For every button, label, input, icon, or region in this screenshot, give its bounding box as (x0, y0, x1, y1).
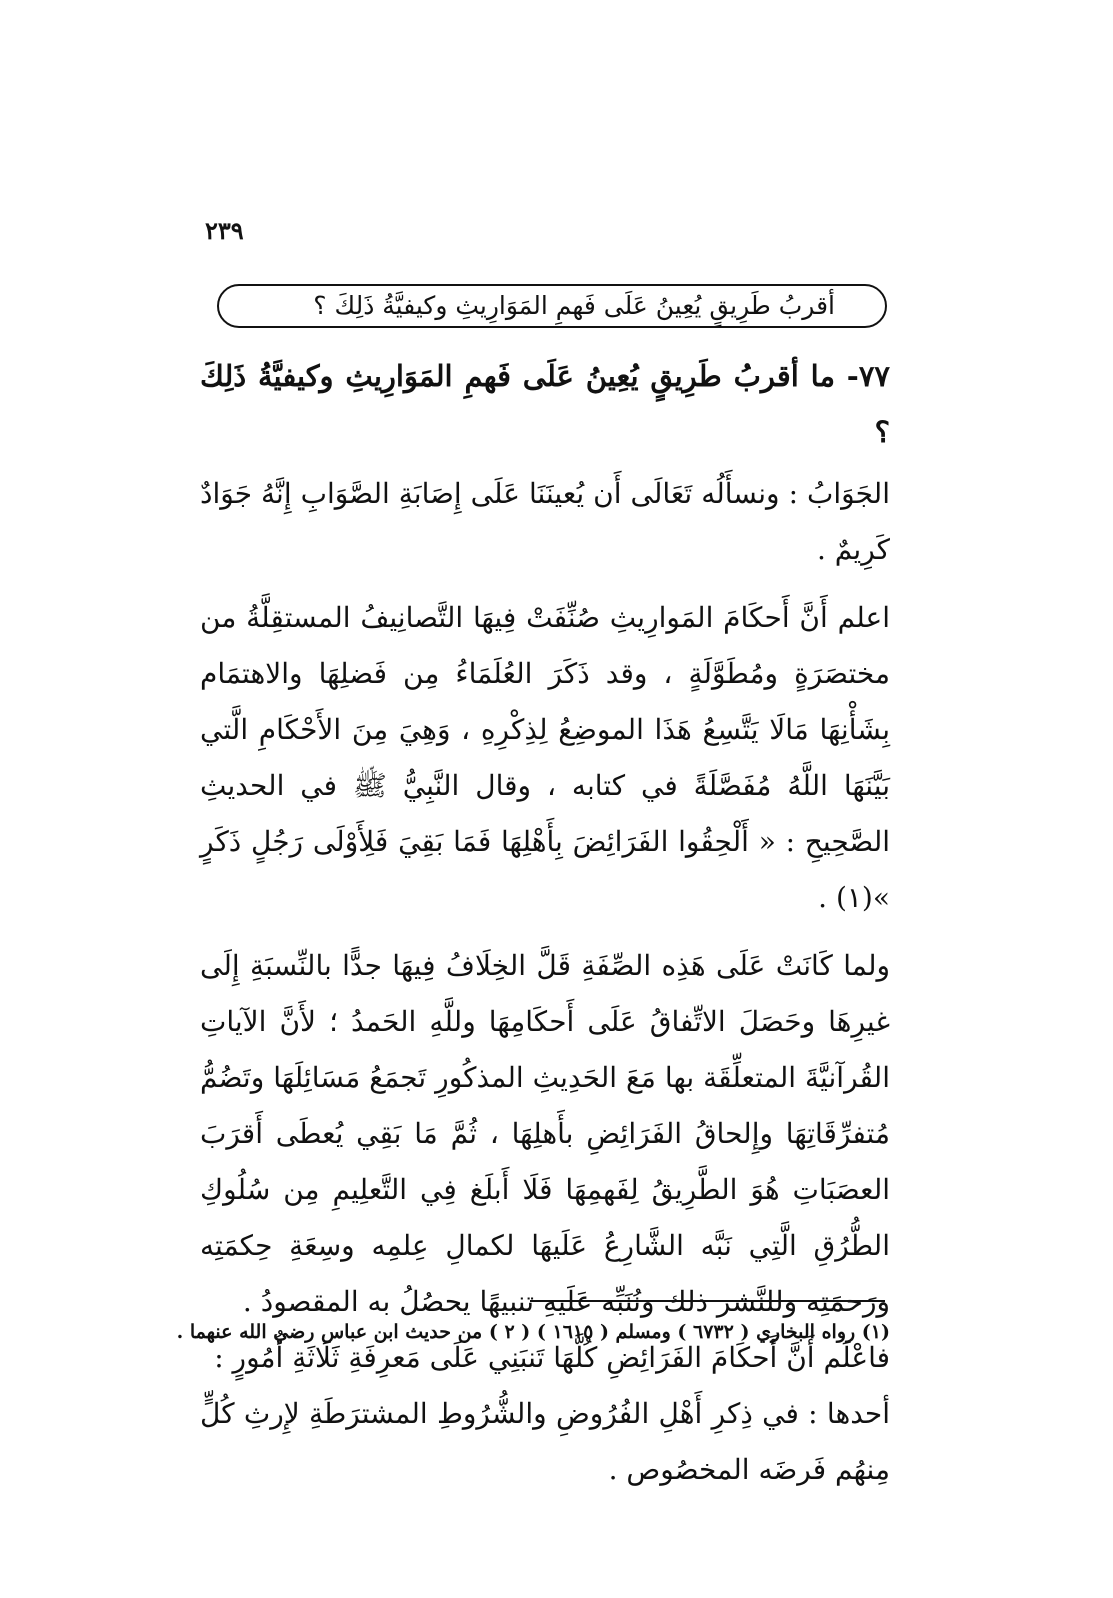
section-heading-box: أقربُ طَرِيقٍ يُعِينُ عَلَى فَهمِ المَوَارِيثِ وكيفيَّةُ ذَلِكَ ؟ (217, 284, 887, 328)
paragraph-1 (200, 590, 890, 926)
footnote: (١) رواه البخاري ( ٦٧٣٢ ) ومسلم ( ١٦١٥ ) ( ٢ ) من حديث ابن عباس رضي الله عنهما . (176, 1321, 890, 1343)
answer-intro: الجَوَابُ : ونسأَلُه تَعَالَى أَن يُعينَنَا عَلَى إِصَابَةِ الصَّوَابِ إِنَّهُ جَوَادٌ كَرِيمٌ . (200, 477, 890, 566)
footnote-reference: (١) . (818, 881, 873, 914)
paragraph-3: فاعْلَم أَنَّ أَحكَامَ الفَرَائِضِ كُلَّهَا تَنبَنِي عَلَى مَعرِفَةِ ثَلَاثَةِ أُمُورٍ : (214, 1341, 890, 1374)
paragraph-1-text: اعلم أَنَّ أَحكَامَ المَوارِيثِ صُنِّفَتْ فِيهَا التَّصانِيفُ المستقِلَّةُ من مختصَرَةٍ ومُطَوَّلَةٍ ، وقد ذَكَرَ العُلَمَاءُ مِن فَضلِهَا والاهتمَام بِشَأْنِهَا مَالَا يَتَّسِعُ هَذَا الموضِعُ لِذِكْرِهِ ، وَهِيَ مِنَ الأَحْكَامِ الَّتي بَيَّنَهَا اللَّهُ مُفَصَّلَةً في كتابه ، وقال النَّبِيُّ ﷺ في الحديثِ الصَّحِيحِ : « أَلْحِقُوا الفَرَائِضَ بِأَهْلِهَا فَمَا بَقِيَ فَلِأَوْلَى رَجُلٍ ذَكَرٍ » (200, 601, 890, 914)
question-heading: ٧٧- ما أقربُ طَرِيقٍ يُعِينُ عَلَى فَهمِ المَوَارِيثِ وكيفيَّةُ ذَلِكَ ؟ (200, 359, 890, 449)
page-number: ٢٣٩ (205, 216, 244, 245)
paragraph-4: أحدها : في ذِكرِ أَهْلِ الفُرُوضِ والشُّرُوطِ المشترَطَةِ لإِرثِ كُلٍّ مِنهُم فَرضَه المخصُوص . (200, 1397, 890, 1486)
footnote-divider (530, 1300, 885, 1302)
paragraph-2: ولما كَانَتْ عَلَى هَذِه الصِّفَةِ قَلَّ الخِلَافُ فِيهَا جدًّا بالنِّسبَةِ إِلَى غيرِهَا وحَصَلَ الاتِّفاقُ عَلَى أَحكَامِهَا وللَّهِ الحَمدُ ؛ لأَنَّ الآياتِ القُرآنيَّةَ المتعلِّقَة بها مَعَ الحَدِيثِ المذكُورِ تَجمَعُ مَسَائِلَهَا وتَضُمُّ مُتفرِّقَاتِهَا وإِلحاقُ الفَرَائِضِ بأَهلِهَا ، ثُمَّ مَا بَقِي يُعطَى أَقرَبَ العصَبَاتِ هُوَ الطَّرِيقُ لِفَهمِهَا فَلَا أَبلَغ فِي التَّعلِيمِ مِن سُلُوكِ الطُّرُقِ الَّتِي نَبَّه الشَّارِعُ عَلَيهَا لكمالِ عِلمِه وسِعَةِ حِكمَتِه ورَحمَتِه وللنَّشر ذلك ونُنَبِّه عَلَيهِ تنبيهًا يحصُلُ به المقصودُ . (200, 949, 890, 1318)
